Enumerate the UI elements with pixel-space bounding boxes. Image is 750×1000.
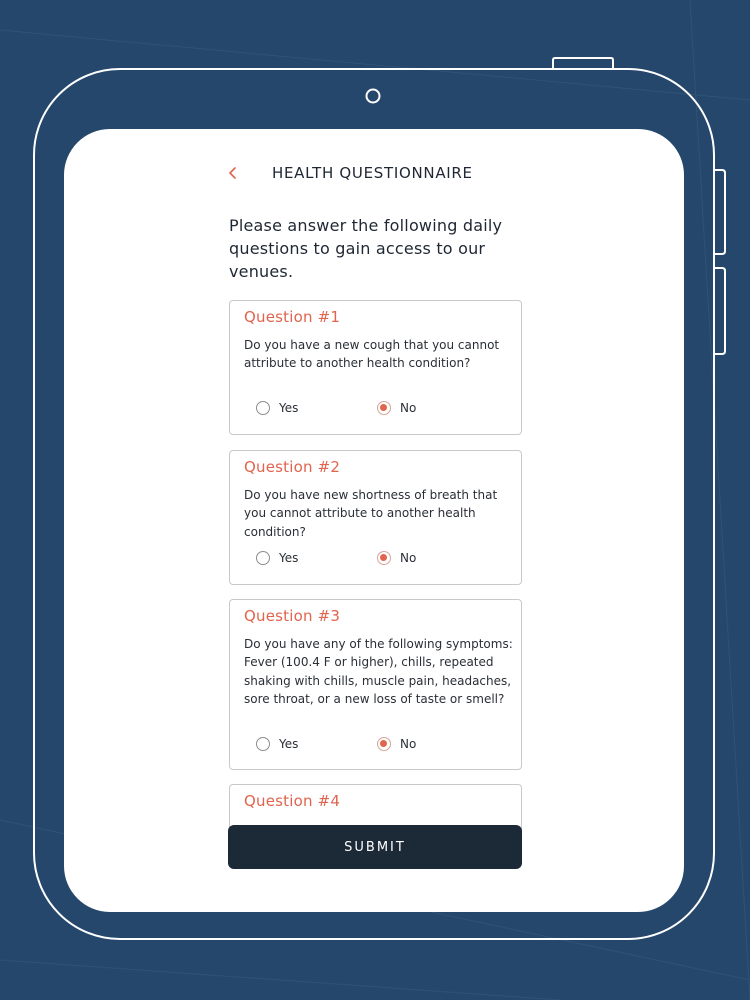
radio-no-selected[interactable] (377, 551, 391, 565)
option-yes[interactable] (256, 737, 298, 751)
option-label: Yes (279, 737, 299, 751)
option-no[interactable] (377, 737, 416, 751)
question-title: Question #2 (244, 458, 341, 476)
submit-button[interactable]: SUBMIT (228, 825, 522, 869)
option-yes[interactable] (256, 551, 298, 565)
question-card-2 (229, 450, 522, 585)
header (64, 129, 684, 219)
option-label: No (400, 401, 417, 415)
option-label: No (400, 551, 417, 565)
option-no[interactable] (377, 401, 416, 415)
page-title: HEALTH QUESTIONNAIRE (272, 164, 473, 182)
question-title: Question #4 (244, 792, 341, 810)
question-title: Question #1 (244, 308, 341, 326)
question-card-3 (229, 599, 522, 770)
chevron-left-icon[interactable] (226, 166, 240, 180)
radio-yes[interactable] (256, 401, 270, 415)
option-no[interactable] (377, 551, 416, 565)
option-yes[interactable] (256, 401, 298, 415)
intro-text: Please answer the following daily questions to gain access to our venues. (229, 216, 503, 281)
radio-yes[interactable] (256, 737, 270, 751)
radio-yes[interactable] (256, 551, 270, 565)
app-screen (64, 129, 684, 912)
question-text: Do you have new shortness of breath that you cannot attribute to another health condition? (244, 488, 498, 539)
option-label: No (400, 737, 417, 751)
question-title: Question #3 (244, 607, 341, 625)
camera-icon (367, 90, 380, 103)
question-text: Do you have any of the following symptoms: Fever (100.4 F or higher), chills, repeated shaking with chills, muscle pain, headaches, sore throat, or a new loss of taste or smell? (244, 637, 513, 706)
radio-no-selected[interactable] (377, 401, 391, 415)
question-text: Do you have a new cough that you cannot attribute to another health condition? (244, 338, 500, 371)
option-label: Yes (279, 401, 299, 415)
radio-no-selected[interactable] (377, 737, 391, 751)
option-label: Yes (279, 551, 299, 565)
question-card-1 (229, 300, 522, 435)
